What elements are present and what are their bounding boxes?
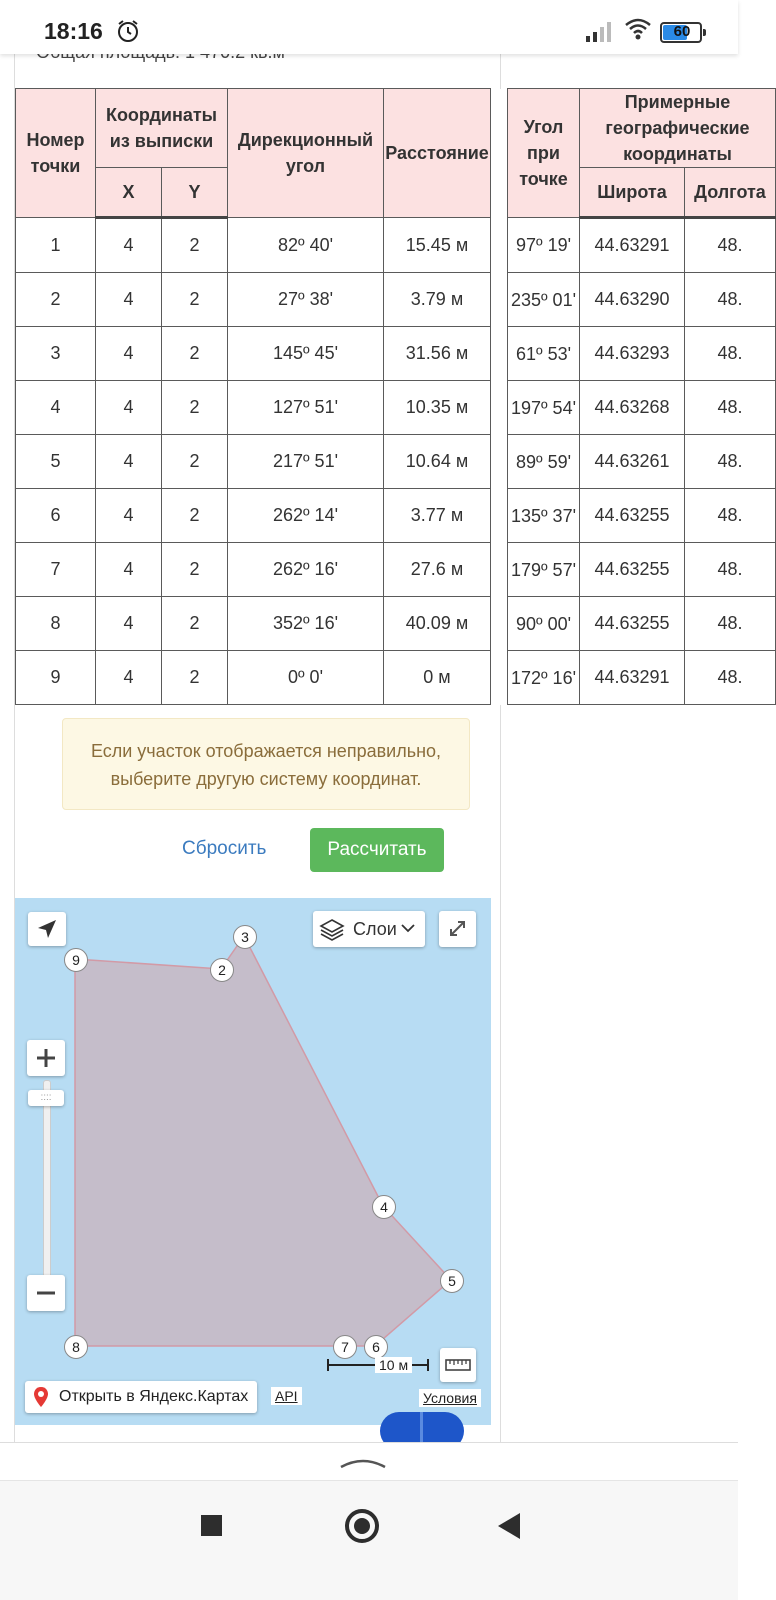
- cell-latitude: 44.63255: [580, 543, 685, 597]
- cell-y: 2: [162, 435, 228, 489]
- cell-y: 2: [162, 543, 228, 597]
- cell-angle-at-point: 89º 59': [508, 435, 580, 489]
- cell-x: 4: [96, 435, 162, 489]
- bottom-sheet-handle[interactable]: [0, 1442, 738, 1481]
- header-angle-at-point: Угол при точке: [508, 89, 580, 218]
- header-longitude: Долгота: [685, 168, 776, 218]
- cell-longitude: 48.: [685, 218, 776, 273]
- cell-distance: 3.79 м: [384, 273, 491, 327]
- home-button[interactable]: [345, 1509, 379, 1543]
- cell-angle-at-point: 172º 16': [508, 651, 580, 705]
- coordinate-system-notice: [62, 718, 470, 810]
- cell-direction-angle: 27º 38': [228, 273, 384, 327]
- battery-icon: [660, 22, 702, 43]
- map-point-3[interactable]: 3: [233, 925, 257, 949]
- notice-line-1: Если участок отображается неправильно,: [90, 741, 442, 761]
- minus-icon: [27, 1275, 65, 1311]
- cell-x: 4: [96, 597, 162, 651]
- cell-latitude: 44.63255: [580, 597, 685, 651]
- status-bar: [0, 0, 738, 54]
- header-distance: Расстояние: [384, 89, 491, 218]
- column-gap: [491, 273, 508, 327]
- cell-distance: 0 м: [384, 651, 491, 705]
- map-point-4[interactable]: 4: [372, 1195, 396, 1219]
- cell-latitude: 44.63291: [580, 651, 685, 705]
- table-row: [16, 651, 776, 705]
- layers-label: Слои: [353, 919, 397, 939]
- cell-x: 4: [96, 327, 162, 381]
- cell-x: 4: [96, 218, 162, 273]
- cell-longitude: 48.: [685, 273, 776, 327]
- cell-direction-angle: 82º 40': [228, 218, 384, 273]
- column-gap: [491, 381, 508, 435]
- cell-point-no: 7: [16, 543, 96, 597]
- terms-link[interactable]: Условия: [419, 1389, 481, 1407]
- header-x: X: [96, 168, 162, 218]
- column-gap: [491, 327, 508, 381]
- cell-y: 2: [162, 218, 228, 273]
- cell-angle-at-point: 90º 00': [508, 597, 580, 651]
- header-latitude: Широта: [580, 168, 685, 218]
- map-point-6[interactable]: 6: [364, 1335, 388, 1359]
- cell-distance: 40.09 м: [384, 597, 491, 651]
- cell-latitude: 44.63290: [580, 273, 685, 327]
- table-row: [16, 489, 776, 543]
- cell-angle-at-point: 235º 01': [508, 273, 580, 327]
- location-arrow-icon: [28, 912, 66, 946]
- cell-latitude: 44.63293: [580, 327, 685, 381]
- cell-point-no: 8: [16, 597, 96, 651]
- table-row: [16, 327, 776, 381]
- header-direction-angle: Дирекционный угол: [228, 89, 384, 218]
- table-row: [16, 273, 776, 327]
- cell-distance: 15.45 м: [384, 218, 491, 273]
- zoom-slider-handle[interactable]: ::::: [28, 1090, 64, 1106]
- map-pin-icon: [33, 1386, 49, 1408]
- column-gap: [491, 218, 508, 273]
- system-navigation-bar: [0, 1480, 738, 1600]
- cell-direction-angle: 262º 16': [228, 543, 384, 597]
- recent-apps-button[interactable]: [201, 1515, 222, 1536]
- back-button[interactable]: [496, 1511, 522, 1541]
- cell-point-no: 4: [16, 381, 96, 435]
- cell-latitude: 44.63291: [580, 218, 685, 273]
- cell-angle-at-point: 179º 57': [508, 543, 580, 597]
- column-gap: [491, 597, 508, 651]
- column-gap: [491, 489, 508, 543]
- cell-direction-angle: 352º 16': [228, 597, 384, 651]
- cell-point-no: 9: [16, 651, 96, 705]
- cell-longitude: 48.: [685, 435, 776, 489]
- cell-x: 4: [96, 381, 162, 435]
- cell-direction-angle: 0º 0': [228, 651, 384, 705]
- zoom-out-button[interactable]: [27, 1275, 65, 1311]
- api-link[interactable]: API: [271, 1387, 302, 1405]
- cell-y: 2: [162, 651, 228, 705]
- cell-longitude: 48.: [685, 489, 776, 543]
- cell-angle-at-point: 197º 54': [508, 381, 580, 435]
- map-point-2[interactable]: 2: [210, 958, 234, 982]
- header-y: Y: [162, 168, 228, 218]
- cell-distance: 3.77 м: [384, 489, 491, 543]
- cell-distance: 10.64 м: [384, 435, 491, 489]
- chevron-down-icon: [401, 923, 415, 933]
- cell-longitude: 48.: [685, 597, 776, 651]
- geolocation-button[interactable]: [28, 912, 66, 946]
- table-row: [16, 597, 776, 651]
- cell-y: 2: [162, 327, 228, 381]
- cell-point-no: 2: [16, 273, 96, 327]
- map-point-8[interactable]: 8: [64, 1335, 88, 1359]
- table-row: [16, 435, 776, 489]
- plus-icon: [27, 1040, 65, 1076]
- ruler-icon: [440, 1348, 476, 1382]
- cell-point-no: 1: [16, 218, 96, 273]
- clock: 18:16: [44, 18, 103, 44]
- cell-distance: 31.56 м: [384, 327, 491, 381]
- layers-icon: [319, 917, 345, 941]
- table-row: [16, 381, 776, 435]
- cell-point-no: 3: [16, 327, 96, 381]
- header-point-no: Номер точки: [16, 89, 96, 218]
- cell-y: 2: [162, 489, 228, 543]
- cell-latitude: 44.63268: [580, 381, 685, 435]
- chevron-up-icon: [339, 1453, 387, 1471]
- cell-direction-angle: 217º 51': [228, 435, 384, 489]
- cell-longitude: 48.: [685, 543, 776, 597]
- cell-direction-angle: 145º 45': [228, 327, 384, 381]
- open-yandex-maps-link[interactable]: [25, 1381, 257, 1413]
- cell-longitude: 48.: [685, 381, 776, 435]
- cell-distance: 10.35 м: [384, 381, 491, 435]
- open-yandex-label: Открыть в Яндекс.Картах: [59, 1388, 249, 1405]
- cell-angle-at-point: 61º 53': [508, 327, 580, 381]
- parcel-map[interactable]: [15, 898, 491, 1425]
- notice-line-2: выберите другую систему координат.: [110, 769, 422, 789]
- cell-x: 4: [96, 489, 162, 543]
- layers-button[interactable]: [313, 911, 425, 947]
- cell-x: 4: [96, 651, 162, 705]
- map-point-7[interactable]: 7: [333, 1335, 357, 1359]
- column-gap: [491, 543, 508, 597]
- cell-signal-icon: [586, 20, 616, 47]
- wifi-icon: [624, 17, 652, 46]
- cell-longitude: 48.: [685, 651, 776, 705]
- column-gap: [491, 89, 508, 218]
- cell-x: 4: [96, 273, 162, 327]
- expand-icon: [439, 911, 476, 947]
- table-row: [16, 543, 776, 597]
- cell-y: 2: [162, 381, 228, 435]
- cell-longitude: 48.: [685, 327, 776, 381]
- coordinates-table: [15, 88, 776, 705]
- zoom-slider-track[interactable]: [43, 1080, 51, 1290]
- cell-latitude: 44.63255: [580, 489, 685, 543]
- fullscreen-button[interactable]: [439, 911, 476, 947]
- cell-point-no: 5: [16, 435, 96, 489]
- header-approx-coords: Примерные географические координаты: [580, 89, 776, 168]
- alarm-icon: [115, 18, 141, 49]
- header-coords-extract: Координаты из выписки: [96, 89, 228, 168]
- cell-y: 2: [162, 597, 228, 651]
- table-row: [16, 218, 776, 273]
- map-point-5[interactable]: 5: [440, 1269, 464, 1293]
- cell-point-no: 6: [16, 489, 96, 543]
- cell-direction-angle: 127º 51': [228, 381, 384, 435]
- ruler-button[interactable]: [440, 1348, 476, 1382]
- column-gap: [491, 651, 508, 705]
- cell-angle-at-point: 97º 19': [508, 218, 580, 273]
- battery-level: 60: [673, 23, 691, 40]
- calculate-button[interactable]: Рассчитать: [310, 828, 444, 872]
- cell-distance: 27.6 м: [384, 543, 491, 597]
- column-gap: [491, 435, 508, 489]
- cell-angle-at-point: 135º 37': [508, 489, 580, 543]
- scale-label: 10 м: [375, 1357, 412, 1373]
- cell-y: 2: [162, 273, 228, 327]
- cell-x: 4: [96, 543, 162, 597]
- zoom-in-button[interactable]: [27, 1040, 65, 1076]
- cell-direction-angle: 262º 14': [228, 489, 384, 543]
- reset-button[interactable]: Сбросить: [182, 838, 267, 859]
- cell-latitude: 44.63261: [580, 435, 685, 489]
- map-point-9[interactable]: 9: [64, 948, 88, 972]
